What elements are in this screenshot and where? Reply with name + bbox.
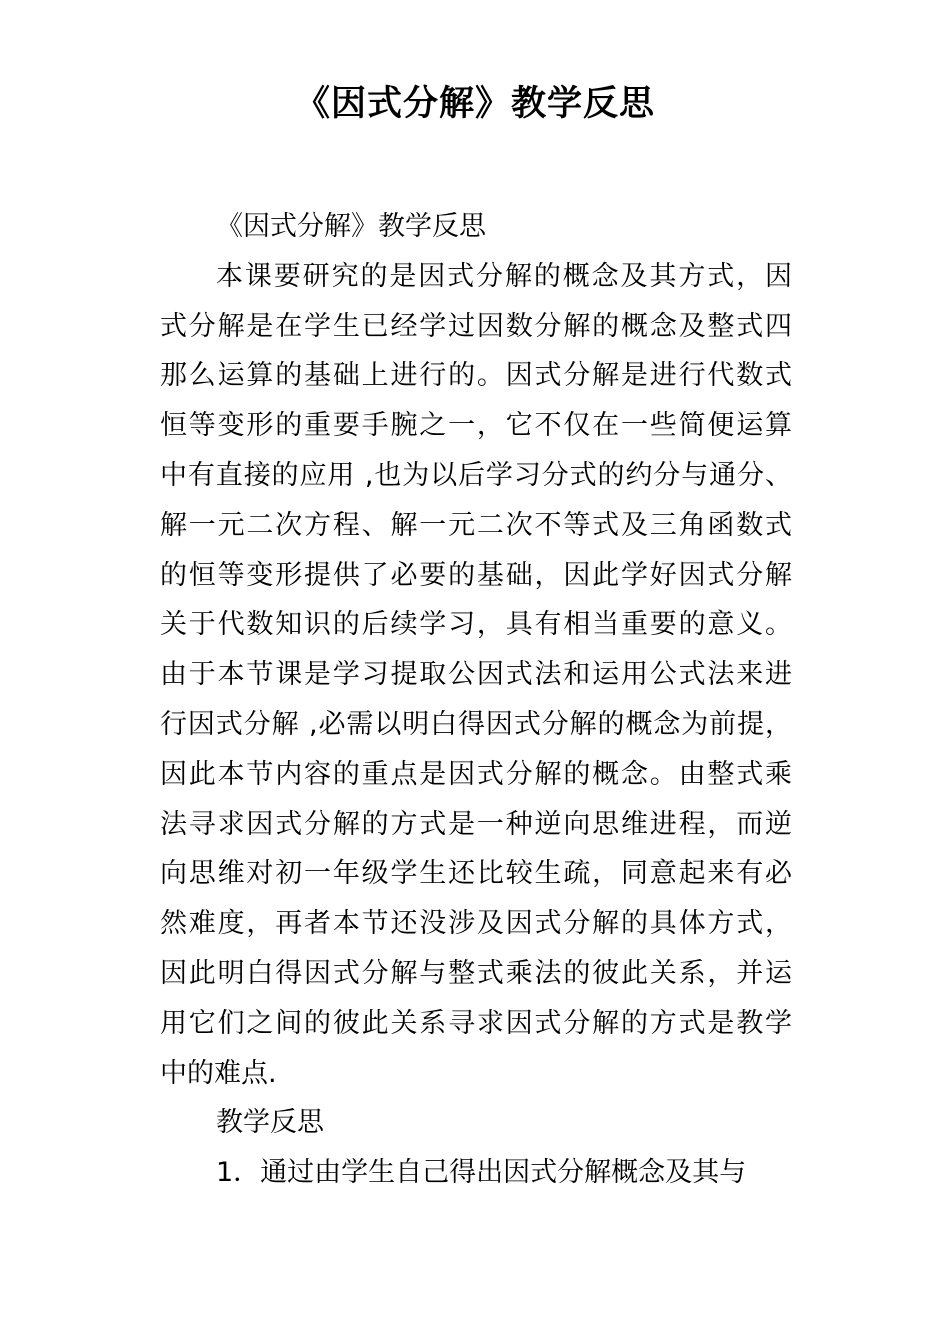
paragraph-line: 用它们之间的彼此关系寻求因式分解的方式是教学 <box>160 1007 792 1039</box>
subtitle-line: 《因式分解》教学反思 <box>216 211 486 242</box>
document-title: 《因式分解》教学反思 <box>294 84 655 124</box>
paragraph-line: 然难度，再者本节还没涉及因式分解的具体方式， <box>160 908 792 940</box>
paragraph-line: 因此本节内容的重点是因式分解的概念。由整式乘 <box>160 758 792 790</box>
paragraph-line: 关于代数知识的后续学习，具有相当重要的意义。 <box>160 609 792 641</box>
paragraph-line: 中的难点. <box>160 1057 277 1089</box>
paragraph-line: 向思维对初一年级学生还比较生疏，同意起来有必 <box>160 858 792 890</box>
document-body <box>160 202 792 1198</box>
paragraph-line: 那么运算的基础上进行的。因式分解是进行代数式 <box>160 360 792 392</box>
paragraph-line: 行因式分解 ,必需以明白得因式分解的概念为前提， <box>160 708 792 740</box>
paragraph-line: 式分解是在学生已经学过因数分解的概念及整式四 <box>160 310 792 342</box>
paragraph-line: 中有直接的应用 ,也为以后学习分式的约分与通分、 <box>160 459 792 491</box>
section-heading: 教学反思 <box>216 1107 324 1139</box>
paragraph-line: 由于本节课是学习提取公因式法和运用公式法来进 <box>160 659 792 691</box>
paragraph-line: 恒等变形的重要手腕之一，它不仅在一些简便运算 <box>160 410 792 442</box>
paragraph-line: 法寻求因式分解的方式是一种逆向思维进程，而逆 <box>160 808 792 840</box>
paragraph-line: 本课要研究的是因式分解的概念及其方式，因 <box>216 260 792 292</box>
paragraph-line: 因此明白得因式分解与整式乘法的彼此关系，并运 <box>160 957 792 989</box>
paragraph-line: 的恒等变形提供了必要的基础，因此学好因式分解 <box>160 559 792 591</box>
paragraph-line: 解一元二次方程、解一元二次不等式及三角函数式 <box>160 509 792 541</box>
list-item: 1．通过由学生自己得出因式分解概念及其与 <box>216 1157 747 1189</box>
